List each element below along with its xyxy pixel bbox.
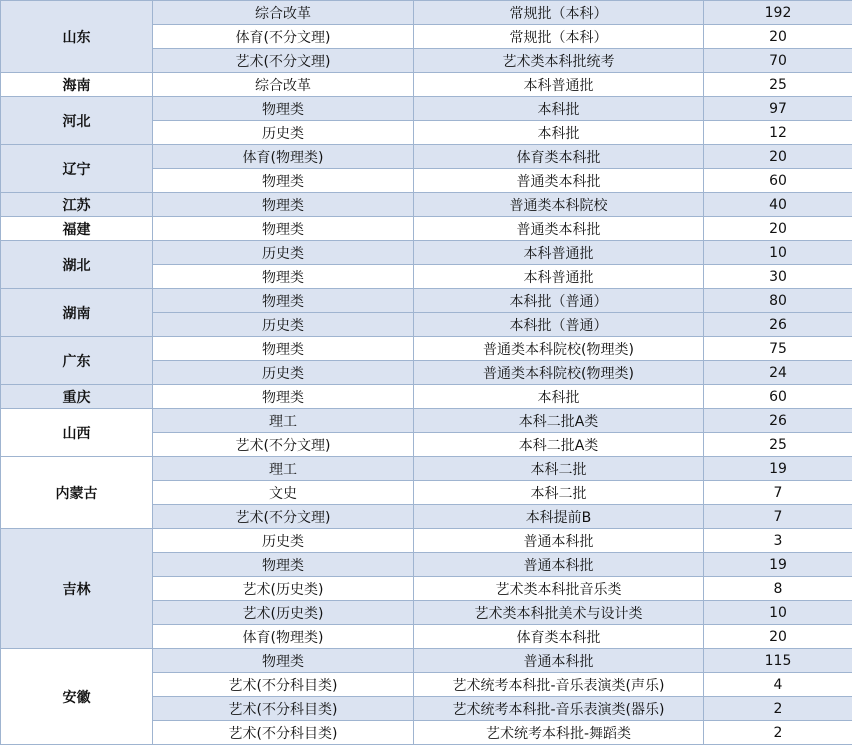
province-cell: 重庆 [1,385,153,409]
subject-cell: 理工 [153,457,414,481]
subject-cell: 历史类 [153,121,414,145]
subject-cell: 艺术(不分文理) [153,505,414,529]
subject-cell: 艺术(不分文理) [153,433,414,457]
count-cell: 8 [704,577,852,601]
subject-cell: 体育(物理类) [153,145,414,169]
batch-cell: 常规批（本科） [414,25,704,49]
subject-cell: 艺术(不分文理) [153,49,414,73]
table-row [1,409,852,433]
province-cell: 山西 [1,409,153,457]
batch-cell: 艺术类本科批音乐类 [414,577,704,601]
subject-cell: 历史类 [153,361,414,385]
batch-cell: 本科批（普通） [414,289,704,313]
table-row [1,337,852,361]
subject-cell: 艺术(不分科目类) [153,721,414,745]
count-cell: 2 [704,697,852,721]
count-cell: 60 [704,169,852,193]
subject-cell: 艺术(历史类) [153,601,414,625]
count-cell: 30 [704,265,852,289]
table-row [1,217,852,241]
count-cell: 24 [704,361,852,385]
province-cell: 内蒙古 [1,457,153,529]
batch-cell: 本科二批 [414,457,704,481]
count-cell: 20 [704,25,852,49]
batch-cell: 艺术统考本科批-舞蹈类 [414,721,704,745]
batch-cell: 本科二批 [414,481,704,505]
subject-cell: 物理类 [153,337,414,361]
batch-cell: 本科批 [414,385,704,409]
table-row [1,289,852,313]
batch-cell: 本科二批A类 [414,409,704,433]
province-cell: 辽宁 [1,145,153,193]
count-cell: 20 [704,625,852,649]
subject-cell: 历史类 [153,529,414,553]
batch-cell: 体育类本科批 [414,625,704,649]
province-cell: 吉林 [1,529,153,649]
subject-cell: 艺术(不分科目类) [153,673,414,697]
batch-cell: 本科批 [414,121,704,145]
subject-cell: 历史类 [153,241,414,265]
subject-cell: 体育(不分文理) [153,25,414,49]
batch-cell: 常规批（本科） [414,1,704,25]
batch-cell: 本科普通批 [414,265,704,289]
table-row [1,649,852,673]
count-cell: 75 [704,337,852,361]
table-body [1,1,852,745]
table-row [1,241,852,265]
subject-cell: 艺术(历史类) [153,577,414,601]
subject-cell: 物理类 [153,217,414,241]
province-cell: 河北 [1,97,153,145]
count-cell: 3 [704,529,852,553]
count-cell: 60 [704,385,852,409]
count-cell: 10 [704,241,852,265]
count-cell: 10 [704,601,852,625]
subject-cell: 物理类 [153,553,414,577]
province-cell: 安徽 [1,649,153,745]
batch-cell: 本科二批A类 [414,433,704,457]
batch-cell: 普通本科批 [414,649,704,673]
subject-cell: 物理类 [153,265,414,289]
province-cell: 湖南 [1,289,153,337]
province-cell: 广东 [1,337,153,385]
subject-cell: 综合改革 [153,73,414,97]
count-cell: 20 [704,217,852,241]
subject-cell: 物理类 [153,193,414,217]
province-cell: 山东 [1,1,153,73]
count-cell: 19 [704,553,852,577]
count-cell: 97 [704,97,852,121]
count-cell: 192 [704,1,852,25]
subject-cell: 物理类 [153,385,414,409]
batch-cell: 体育类本科批 [414,145,704,169]
subject-cell: 文史 [153,481,414,505]
count-cell: 25 [704,433,852,457]
subject-cell: 艺术(不分科目类) [153,697,414,721]
batch-cell: 本科普通批 [414,73,704,97]
batch-cell: 艺术统考本科批-音乐表演类(声乐) [414,673,704,697]
province-cell: 江苏 [1,193,153,217]
subject-cell: 物理类 [153,169,414,193]
table-row [1,1,852,25]
subject-cell: 物理类 [153,97,414,121]
batch-cell: 艺术统考本科批-音乐表演类(器乐) [414,697,704,721]
batch-cell: 普通类本科院校(物理类) [414,361,704,385]
batch-cell: 本科批（普通） [414,313,704,337]
count-cell: 26 [704,313,852,337]
count-cell: 2 [704,721,852,745]
batch-cell: 本科普通批 [414,241,704,265]
batch-cell: 艺术类本科批统考 [414,49,704,73]
batch-cell: 普通类本科院校(物理类) [414,337,704,361]
count-cell: 20 [704,145,852,169]
subject-cell: 历史类 [153,313,414,337]
count-cell: 26 [704,409,852,433]
table-row [1,97,852,121]
batch-cell: 普通类本科院校 [414,193,704,217]
count-cell: 70 [704,49,852,73]
count-cell: 115 [704,649,852,673]
table-row [1,73,852,97]
count-cell: 40 [704,193,852,217]
province-cell: 海南 [1,73,153,97]
table-row [1,385,852,409]
count-cell: 19 [704,457,852,481]
table-row [1,529,852,553]
count-cell: 4 [704,673,852,697]
batch-cell: 普通本科批 [414,529,704,553]
subject-cell: 物理类 [153,289,414,313]
batch-cell: 普通类本科批 [414,169,704,193]
table-row [1,145,852,169]
count-cell: 25 [704,73,852,97]
table-row [1,457,852,481]
subject-cell: 物理类 [153,649,414,673]
count-cell: 7 [704,481,852,505]
table-row [1,193,852,217]
count-cell: 7 [704,505,852,529]
count-cell: 80 [704,289,852,313]
batch-cell: 本科批 [414,97,704,121]
subject-cell: 理工 [153,409,414,433]
subject-cell: 综合改革 [153,1,414,25]
province-cell: 福建 [1,217,153,241]
batch-cell: 艺术类本科批美术与设计类 [414,601,704,625]
batch-cell: 本科提前B [414,505,704,529]
province-cell: 湖北 [1,241,153,289]
batch-cell: 普通类本科批 [414,217,704,241]
count-cell: 12 [704,121,852,145]
batch-cell: 普通本科批 [414,553,704,577]
subject-cell: 体育(物理类) [153,625,414,649]
